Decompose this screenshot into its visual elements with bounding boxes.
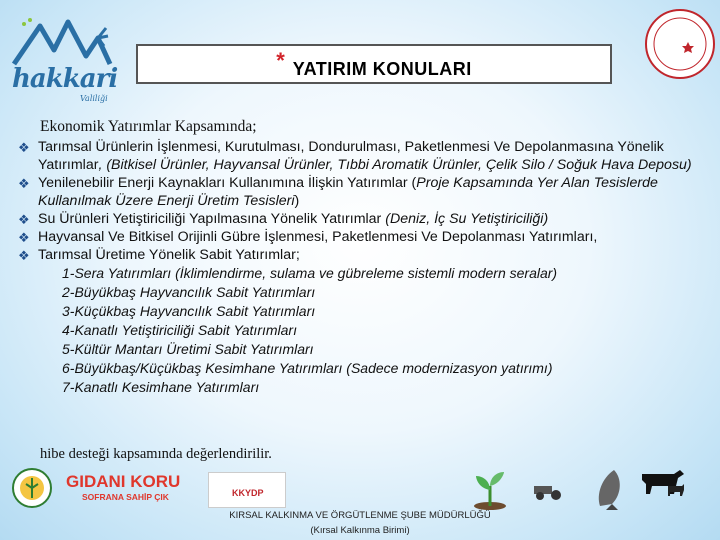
item-rest: , (Bitkisel Ürünler, Hayvansal Ürünler, Tıbbi Aromatik Ürünler, Çelik Silo / Soğuk Hava Deposu): [98, 157, 692, 173]
diamond-bullet-icon: ❖: [18, 212, 30, 227]
logo-wordmark: hakkari: [12, 64, 118, 94]
item-strong: Yenilenebilir Enerji Kaynakları Kullanımına İlişkin Yatırımlar (: [38, 175, 417, 191]
intro-text: Ekonomik Yatırımlar Kapsamında;: [40, 118, 257, 135]
item-tail: ): [294, 193, 300, 209]
page-title: YATIRIM KONULARI: [292, 58, 472, 79]
tractor-icon: [532, 482, 566, 500]
seedling-icon: [470, 466, 510, 510]
footer-unit: (Kırsal Kalkınma Birimi): [310, 525, 410, 536]
list-item: [18, 228, 708, 246]
sublist-item: 7-Kanatlı Kesimhane Yatırımları: [62, 379, 260, 395]
item-strong: Hayvansal Ve Bitkisel Orijinli Gübre İşlenmesi, Paketlenmesi Ve Depolanması Yatırımları: [38, 229, 594, 245]
diamond-bullet-icon: ❖: [18, 176, 30, 191]
item-rest: ,: [593, 229, 598, 245]
kkydp-label: KKYDP: [232, 488, 264, 498]
title-box: [136, 44, 612, 84]
ministry-emblem: [644, 8, 716, 80]
sublist-item: 6-Büyükbaş/Küçükbaş Kesimhane Yatırımları (Sadece modernizasyon yatırımı): [62, 360, 553, 376]
fixed-investment-sublist: [38, 264, 708, 397]
list-item: [18, 138, 708, 174]
livestock-icon: [638, 466, 686, 496]
item-rest: (Deniz, İç Su Yetiştiriciliği): [381, 211, 549, 227]
sublist-item: 5-Kültür Mantarı Üretimi Sabit Yatırımları: [62, 341, 314, 357]
item-rest: Proje Kapsamında Yer Alan Tesislerde Kullanılmak Üzere Enerji Üretim Tesisleri: [38, 175, 658, 209]
gidani-koru-logo: GIDANI KORU: [66, 472, 181, 491]
sublist-item: 3-Küçükbaş Hayvancılık Sabit Yatırımları: [62, 303, 316, 319]
ministry-seal-icon: [12, 468, 52, 508]
item-strong: Tarımsal Ürünlerin İşlenmesi, Kurutulması, Dondurulması, Paketlenmesi Ve Depolanmasına Yönelik Yatırımlar: [38, 139, 664, 173]
hakkari-logo: [10, 16, 130, 103]
sublist-item: 1-Sera Yatırımları (İklimlendirme, sulama ve gübreleme sistemli modern seralar): [62, 265, 558, 281]
logo-sub: Valiliği: [80, 94, 108, 103]
item-strong: Tarımsal Üretime Yönelik Sabit Yatırımlar: [38, 247, 296, 263]
title-star: *: [276, 48, 285, 73]
fish-icon: [592, 466, 632, 510]
list-item: [18, 174, 708, 210]
diamond-bullet-icon: ❖: [18, 140, 30, 155]
closing-text: hibe desteği kapsamında değerlendirilir.: [40, 446, 272, 462]
footer-department: KIRSAL KALKINMA VE ÖRGÜTLENME ŞUBE MÜDÜRLÜĞÜ: [229, 510, 491, 521]
list-item: [18, 246, 708, 397]
list-item: [18, 210, 708, 228]
sublist-item: 2-Büyükbaş Hayvancılık Sabit Yatırımları: [62, 284, 316, 300]
diamond-bullet-icon: ❖: [18, 248, 30, 263]
item-strong: Su Ürünleri Yetiştiriciliği Yapılmasına Yönelik Yatırımlar: [38, 211, 382, 227]
investment-list: [18, 138, 708, 397]
gidani-koru-slogan: SOFRANA SAHİP ÇIK: [82, 492, 169, 502]
item-rest: ;: [295, 247, 300, 263]
sublist-item: 4-Kanatlı Yetiştiriciliği Sabit Yatırımları: [62, 322, 297, 338]
diamond-bullet-icon: ❖: [18, 230, 30, 245]
emblem-icon: [644, 8, 716, 80]
